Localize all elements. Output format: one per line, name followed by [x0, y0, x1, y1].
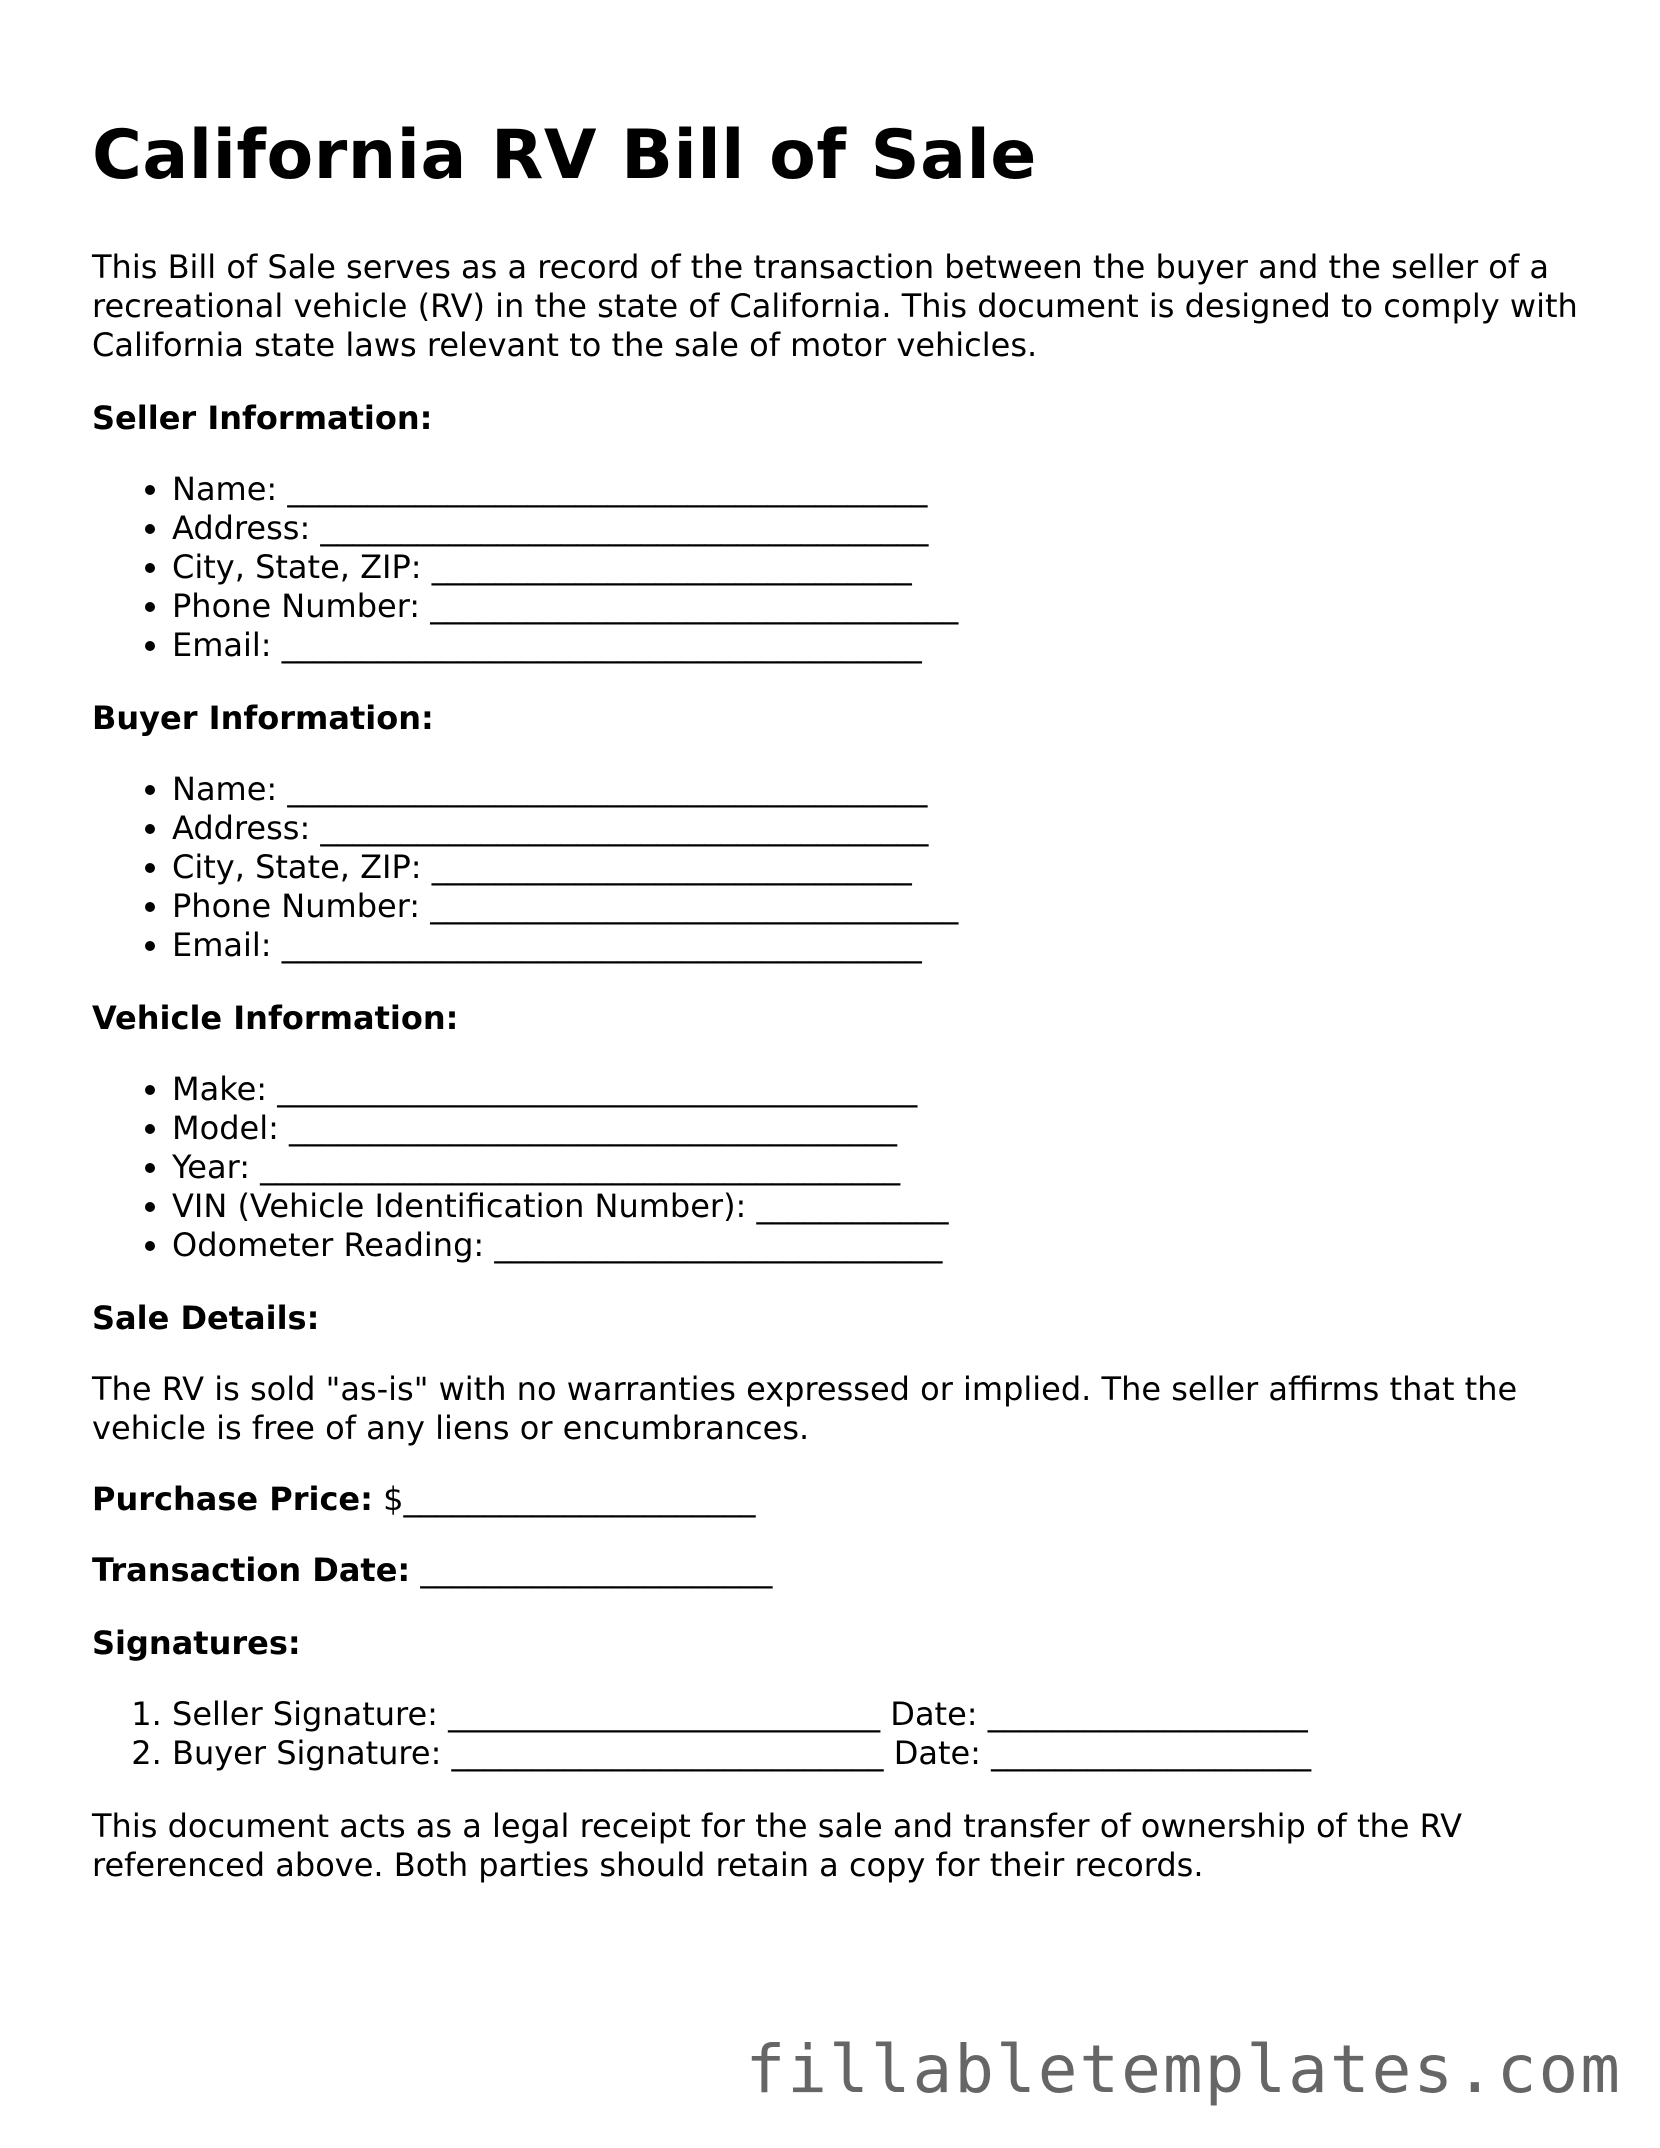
seller-email-field[interactable]: • Email: ________________________________________ [172, 626, 1592, 665]
seller-city-state-zip-field[interactable]: • City, State, ZIP: ______________________________ [172, 548, 1592, 587]
transaction-date-field[interactable]: ______________________ [410, 1551, 773, 1589]
sale-details-text: The RV is sold "as-is" with no warranties expressed or implied. The seller affirms that the vehicle is free of any liens or encumbrances. [92, 1370, 1518, 1447]
buyer-signature-field[interactable]: 2. Buyer Signature: ___________________________ Date: ____________________ [172, 1734, 1592, 1773]
transaction-date-label: Transaction Date: [92, 1551, 411, 1589]
signature-list [92, 1695, 1592, 1773]
transaction-date-line [92, 1551, 1592, 1590]
document-page [92, 112, 1592, 1885]
vehicle-make-field[interactable]: • Make: ________________________________________ [172, 1070, 1592, 1109]
seller-name-field[interactable]: • Name: ________________________________________ [172, 470, 1592, 509]
seller-signature-field[interactable]: 1. Seller Signature: ___________________________ Date: ____________________ [172, 1695, 1592, 1734]
buyer-field-list [92, 770, 1592, 965]
seller-address-field[interactable]: • Address: ______________________________________ [172, 509, 1592, 548]
seller-heading: Seller Information: [92, 399, 433, 437]
buyer-address-field[interactable]: • Address: ______________________________________ [172, 809, 1592, 848]
purchase-price-line [92, 1480, 1592, 1519]
seller-field-list [92, 470, 1592, 665]
vehicle-year-field[interactable]: • Year: ________________________________________ [172, 1148, 1592, 1187]
buyer-email-field[interactable]: • Email: ________________________________________ [172, 926, 1592, 965]
seller-phone-field[interactable]: • Phone Number: _________________________________ [172, 587, 1592, 626]
purchase-price-label: Purchase Price: [92, 1480, 373, 1518]
page-title: California RV Bill of Sale [92, 116, 1037, 195]
buyer-heading: Buyer Information: [92, 699, 434, 737]
vehicle-vin-field[interactable]: • VIN (Vehicle Identification Number): ____________ [172, 1187, 1592, 1226]
buyer-phone-field[interactable]: • Phone Number: _________________________________ [172, 887, 1592, 926]
vehicle-model-field[interactable]: • Model: ______________________________________ [172, 1109, 1592, 1148]
vehicle-odometer-field[interactable]: • Odometer Reading: ____________________________ [172, 1226, 1592, 1265]
buyer-name-field[interactable]: • Name: ________________________________________ [172, 770, 1592, 809]
sale-details-heading: Sale Details: [92, 1299, 320, 1337]
closing-paragraph: This document acts as a legal receipt for the sale and transfer of ownership of the RV referenced above. Both parties should retain a copy for their records. [92, 1807, 1463, 1884]
purchase-price-field[interactable]: $______________________ [372, 1480, 756, 1518]
buyer-city-state-zip-field[interactable]: • City, State, ZIP: ______________________________ [172, 848, 1592, 887]
vehicle-heading: Vehicle Information: [92, 999, 459, 1037]
vehicle-field-list [92, 1070, 1592, 1265]
intro-paragraph: This Bill of Sale serves as a record of the transaction between the buyer and the seller of a recreational vehicle (RV) in the state of California. This document is designed to comply with California state laws relevant to the sale of motor vehicles. [92, 248, 1578, 364]
signatures-heading: Signatures: [92, 1624, 301, 1662]
watermark-text: fillabletemplates.com [745, 2031, 1622, 2108]
